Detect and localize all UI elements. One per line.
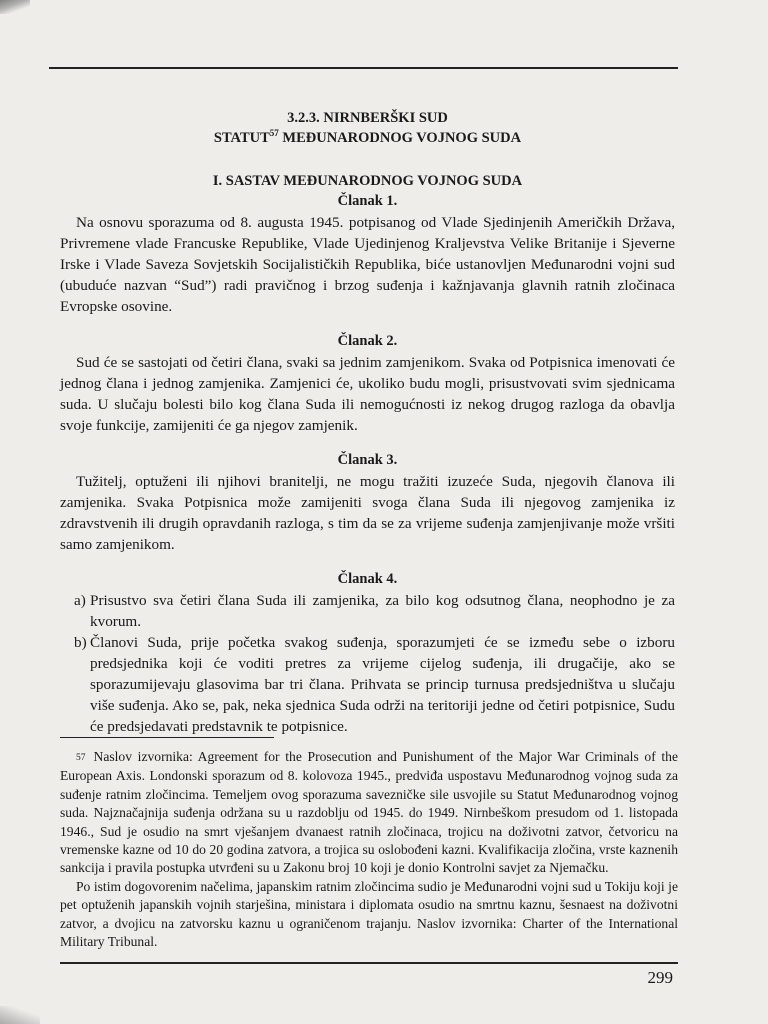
footnote-number: 57 bbox=[76, 753, 86, 763]
chapter-title: 3.2.3. NIRNBERŠKI SUD bbox=[287, 110, 448, 126]
list-item bbox=[60, 590, 675, 632]
main-text bbox=[60, 108, 675, 737]
list-item-text: Prisustvo sva četiri člana Suda ili zamjenika, za bilo kog odsutnog člana, neophodno je za kvorum. bbox=[90, 592, 675, 630]
list-marker: b) bbox=[74, 634, 87, 651]
article-3-title: Članak 3. bbox=[337, 452, 398, 468]
article-4-title: Članak 4. bbox=[337, 571, 398, 587]
list-item-text: Članovi Suda, prije početka svakog suđenja, sporazumjeti će se između sebe o izboru predsjednika koji će voditi pretres za vrijeme cijelog suđenja, ili drugačije, ako se sporazumijevaju glasovima bar tri člana. Prihvata se princip turnusa predsjedništva u slučaju više suđenja. Ako se, pak, neka sjednica Suda održi na teritoriji jedne od četiri potpisnice, Sudu će predsjedavati predstavnik te potpisnice. bbox=[90, 634, 675, 735]
article-3-text: Tužitelj, optuženi ili njihovi branitelji, ne mogu tražiti izuzeće Suda, njegovih članova ili zamjenika. Svaka Potpisnica može zamijeniti svoga člana Suda ili njegovog zamjenika iz zdravstvenih ili drugih opravdanih razloga, s tim da se za vrijeme suđenja zamjenjivanje može vršiti samo zamjenikom. bbox=[60, 473, 675, 553]
article-4-list bbox=[60, 590, 675, 737]
scan-corner-shadow-bottom bbox=[0, 1006, 40, 1024]
list-item bbox=[60, 632, 675, 737]
header-rule bbox=[49, 67, 678, 69]
article-1-text: Na osnovu sporazuma od 8. augusta 1945. potpisanog od Vlade Sjedinjenih Američkih Država, Privremene vlade Francuske Republike, Vlade Ujedinjenog Kraljevstva Velike Britanije i Sjeverne Irske i Vlade Saveza Sovjetskih Socijalističkih Republika, biće ustanovljen Međunarodni vojni sud (ubuduće nazvan “Sud”) radi pravičnog i brzog suđenja i kažnjavanja glavnih ratnih zločinaca Evropske osovine. bbox=[60, 214, 675, 315]
footnote-text: Naslov izvornika: Agreement for the Prosecution and Punishument of the Major War Criminals of the European Axis. Londonski sporazum od 8. kolovoza 1945., predviđa uspostavu Međunarodnog vojnog suda za suđenje ratnim zločincima. Temeljem ovog sporazuma savezničke sile usvojile su Statut Međunarodnog vojnog suda. Najznačajnija suđenja održana su u razdoblju od 1945. do 1949. Nirnbeškom presudom od 1. listopada 1946., Sud je osudio na smrt vješanjem dvanaest ratnih zločinaca, trojicu na doživotni zatvor, četvoricu na vremenske kazne od 10 do 20 godina zatvora, a trojica su oslobođeni kazni. Kvalifikacija zločina, vrste kaznenih sankcija i pravila postupka utvrđeni su u Zakonu broj 10 koji je donio Kontrolni savjet za Njemačku. bbox=[60, 749, 678, 876]
footnote-rule bbox=[60, 737, 274, 738]
article-1-title: Članak 1. bbox=[337, 193, 398, 209]
footer-rule bbox=[60, 962, 678, 964]
article-2-text: Sud će se sastojati od četiri člana, svaki sa jednim zamjenikom. Svaka od Potpisnica imenovati će jednog člana i jednog zamjenika. Zamjenici će, ukoliko budu mogli, prisustvovati svim sjednicama suda. U slučaju bolesti bilo kog člana Suda ili nemogućnosti iz nekog drugog razloga da obavlja svoje funkcije, zamijeniti će ga njegov zamjenik. bbox=[60, 354, 675, 434]
page-number: 299 bbox=[647, 968, 673, 987]
footnote bbox=[60, 748, 678, 951]
scan-corner-shadow bbox=[0, 0, 30, 14]
section-title: I. SASTAV MEĐUNARODNOG VOJNOG SUDA bbox=[212, 173, 523, 189]
chapter-heading bbox=[60, 108, 675, 148]
footnote-text-2: Po istim dogovorenim načelima, japanskim ratnim zločincima sudio je Međunarodni vojni sud u Tokiju koji je pet optuženih japanskih vojnih starješina, ministara i diplomata osudio na smrtnu kaznu, šesnaest na doživotni zatvor, a dvojicu na zatvorsku kaznu u ograničenom trajanju. Naslov izvornika: Charter of the International Military Tribunal. bbox=[60, 878, 678, 950]
list-marker: a) bbox=[74, 592, 86, 609]
footnote-ref: 57 bbox=[269, 128, 279, 139]
chapter-subtitle: STATUT$^{57}$ MEĐUNARODNOG VOJNOG SUDA bbox=[213, 128, 522, 146]
article-2-title: Članak 2. bbox=[337, 333, 398, 349]
